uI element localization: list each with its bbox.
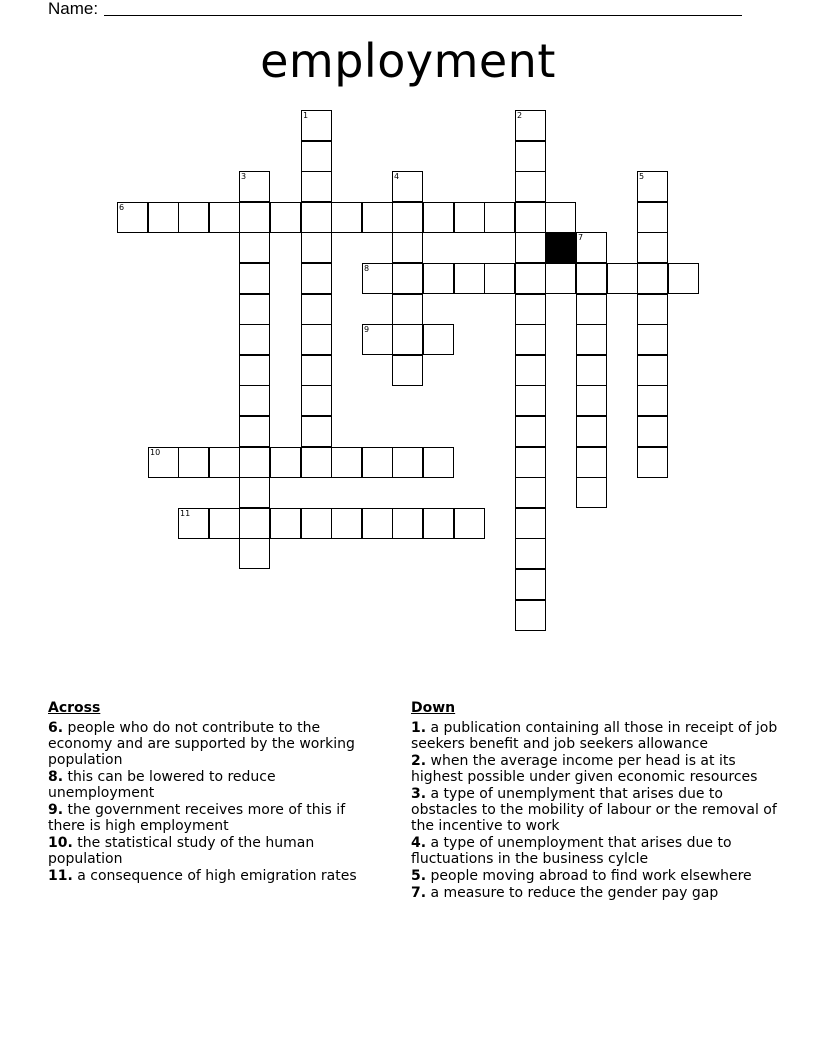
- crossword-cell[interactable]: [576, 447, 607, 478]
- crossword-cell[interactable]: [423, 508, 454, 539]
- crossword-cell[interactable]: [362, 324, 393, 355]
- crossword-cell[interactable]: [392, 232, 423, 263]
- crossword-cell[interactable]: [515, 294, 546, 325]
- crossword-cell[interactable]: [423, 202, 454, 233]
- down-clue-4: 4. a type of unemployment that arises due to fluctuations in the business cylcle: [411, 835, 732, 867]
- crossword-cell[interactable]: [117, 202, 148, 233]
- crossword-cell[interactable]: [239, 538, 270, 569]
- crossword-cell[interactable]: [301, 385, 332, 416]
- crossword-cell[interactable]: [239, 202, 270, 233]
- crossword-cell[interactable]: [637, 232, 668, 263]
- crossword-cell[interactable]: [515, 141, 546, 172]
- crossword-cell[interactable]: [454, 202, 485, 233]
- crossword-cell[interactable]: [392, 171, 423, 202]
- puzzle-title: employment: [260, 34, 556, 88]
- crossword-cell[interactable]: [637, 263, 668, 294]
- crossword-cell[interactable]: [515, 508, 546, 539]
- crossword-cell[interactable]: [576, 477, 607, 508]
- clue-number: 8: [364, 264, 370, 273]
- crossword-cell[interactable]: [392, 202, 423, 233]
- crossword-cell[interactable]: [637, 202, 668, 233]
- crossword-cell[interactable]: [392, 447, 423, 478]
- crossword-cell[interactable]: [515, 477, 546, 508]
- crossword-cell[interactable]: [239, 232, 270, 263]
- crossword-cell[interactable]: [515, 110, 546, 141]
- crossword-cell[interactable]: [576, 263, 607, 294]
- crossword-cell[interactable]: [515, 538, 546, 569]
- down-clue-3: 3. a type of unemplyment that arises due to obstacles to the mobility of labour or the removal of the incentive to work: [411, 786, 777, 834]
- crossword-cell[interactable]: [362, 263, 393, 294]
- crossword-cell[interactable]: [178, 508, 209, 539]
- crossword-cell[interactable]: [331, 447, 362, 478]
- crossword-cell[interactable]: [301, 141, 332, 172]
- crossword-cell[interactable]: [668, 263, 699, 294]
- clue-number: 5: [639, 172, 645, 181]
- crossword-cell[interactable]: [637, 171, 668, 202]
- black-square: [545, 232, 576, 263]
- across-clues: [48, 700, 378, 885]
- down-heading: Down: [411, 700, 456, 716]
- clue-number: 2: [517, 111, 523, 120]
- crossword-cell[interactable]: [148, 202, 179, 233]
- down-clues: [411, 700, 781, 902]
- clue-number: 3: [241, 172, 247, 181]
- crossword-cell[interactable]: [239, 294, 270, 325]
- crossword-cell[interactable]: [178, 202, 209, 233]
- name-write-line[interactable]: [104, 15, 742, 16]
- crossword-cell[interactable]: [239, 355, 270, 386]
- down-clue-5: 5. people moving abroad to find work elsewhere: [411, 868, 752, 884]
- crossword-cell[interactable]: [515, 171, 546, 202]
- across-heading: Across: [48, 700, 101, 716]
- crossword-cell[interactable]: [148, 447, 179, 478]
- crossword-cell[interactable]: [576, 324, 607, 355]
- clue-number: 6: [119, 203, 125, 212]
- down-clue-2: 2. when the average income per head is at its highest possible under given economic resources: [411, 753, 758, 785]
- crossword-cell[interactable]: [270, 202, 301, 233]
- crossword-cell[interactable]: [423, 263, 454, 294]
- crossword-cell[interactable]: [331, 508, 362, 539]
- across-clue-8: 8. this can be lowered to reduce unemployment: [48, 769, 276, 801]
- crossword-cell[interactable]: [454, 263, 485, 294]
- crossword-cell[interactable]: [239, 508, 270, 539]
- clue-number: 4: [394, 172, 400, 181]
- crossword-cell[interactable]: [392, 324, 423, 355]
- crossword-cell[interactable]: [301, 202, 332, 233]
- crossword-cell[interactable]: [637, 416, 668, 447]
- crossword-cell[interactable]: [362, 447, 393, 478]
- crossword-cell[interactable]: [301, 324, 332, 355]
- crossword-cell[interactable]: [637, 447, 668, 478]
- crossword-cell[interactable]: [515, 355, 546, 386]
- crossword-cell[interactable]: [515, 263, 546, 294]
- crossword-cell[interactable]: [178, 447, 209, 478]
- crossword-cell[interactable]: [576, 385, 607, 416]
- crossword-cell[interactable]: [392, 263, 423, 294]
- crossword-cell[interactable]: [637, 355, 668, 386]
- crossword-cell[interactable]: [515, 324, 546, 355]
- crossword-cell[interactable]: [239, 477, 270, 508]
- down-clue-7: 7. a measure to reduce the gender pay gap: [411, 885, 719, 901]
- crossword-cell[interactable]: [301, 508, 332, 539]
- crossword-cell[interactable]: [576, 294, 607, 325]
- crossword-cell[interactable]: [515, 600, 546, 631]
- crossword-cell[interactable]: [545, 263, 576, 294]
- crossword-cell[interactable]: [239, 324, 270, 355]
- clue-number: 9: [364, 325, 370, 334]
- clue-number: 7: [578, 233, 584, 242]
- clue-number: 10: [150, 448, 161, 457]
- crossword-cell[interactable]: [576, 232, 607, 263]
- name-label: Name:: [48, 0, 99, 18]
- crossword-cell[interactable]: [301, 294, 332, 325]
- crossword-cell[interactable]: [331, 202, 362, 233]
- crossword-cell[interactable]: [270, 447, 301, 478]
- crossword-cell[interactable]: [392, 294, 423, 325]
- crossword-cell[interactable]: [637, 294, 668, 325]
- crossword-cell[interactable]: [515, 416, 546, 447]
- down-clue-1: 1. a publication containing all those in receipt of job seekers benefit and job seekers allowance: [411, 720, 778, 752]
- crossword-cell[interactable]: [239, 171, 270, 202]
- crossword-cell[interactable]: [484, 263, 515, 294]
- crossword-cell[interactable]: [270, 508, 301, 539]
- crossword-cell[interactable]: [454, 508, 485, 539]
- crossword-cell[interactable]: [515, 447, 546, 478]
- crossword-cell[interactable]: [637, 385, 668, 416]
- crossword-cell[interactable]: [576, 355, 607, 386]
- crossword-cell[interactable]: [209, 202, 240, 233]
- crossword-cell[interactable]: [239, 416, 270, 447]
- crossword-cell[interactable]: [301, 447, 332, 478]
- crossword-cell[interactable]: [423, 447, 454, 478]
- crossword-cell[interactable]: [239, 447, 270, 478]
- crossword-cell[interactable]: [423, 324, 454, 355]
- crossword-cell[interactable]: [301, 171, 332, 202]
- across-clue-6: 6. people who do not contribute to the economy and are supported by the working population: [48, 720, 355, 768]
- crossword-cell[interactable]: [301, 416, 332, 447]
- crossword-cell[interactable]: [515, 202, 546, 233]
- crossword-cell[interactable]: [607, 263, 638, 294]
- crossword-cell[interactable]: [515, 232, 546, 263]
- crossword-cell[interactable]: [392, 508, 423, 539]
- crossword-cell[interactable]: [209, 447, 240, 478]
- clue-number: 11: [180, 509, 191, 518]
- crossword-cell[interactable]: [301, 232, 332, 263]
- clue-number: 1: [303, 111, 309, 120]
- crossword-cell[interactable]: [392, 355, 423, 386]
- across-clue-11: 11. a consequence of high emigration rates: [48, 868, 357, 884]
- crossword-cell[interactable]: [545, 202, 576, 233]
- crossword-cell[interactable]: [362, 202, 393, 233]
- crossword-cell[interactable]: [576, 416, 607, 447]
- crossword-cell[interactable]: [637, 324, 668, 355]
- across-clue-10: 10. the statistical study of the human population: [48, 835, 315, 867]
- crossword-cell[interactable]: [362, 508, 393, 539]
- crossword-cell[interactable]: [301, 110, 332, 141]
- crossword-cell[interactable]: [301, 263, 332, 294]
- crossword-cell[interactable]: [515, 385, 546, 416]
- crossword-cell[interactable]: [239, 385, 270, 416]
- crossword-cell[interactable]: [301, 355, 332, 386]
- crossword-cell[interactable]: [515, 569, 546, 600]
- crossword-cell[interactable]: [239, 263, 270, 294]
- crossword-cell[interactable]: [209, 508, 240, 539]
- crossword-cell[interactable]: [484, 202, 515, 233]
- across-clue-9: 9. the government receives more of this if there is high employment: [48, 802, 346, 834]
